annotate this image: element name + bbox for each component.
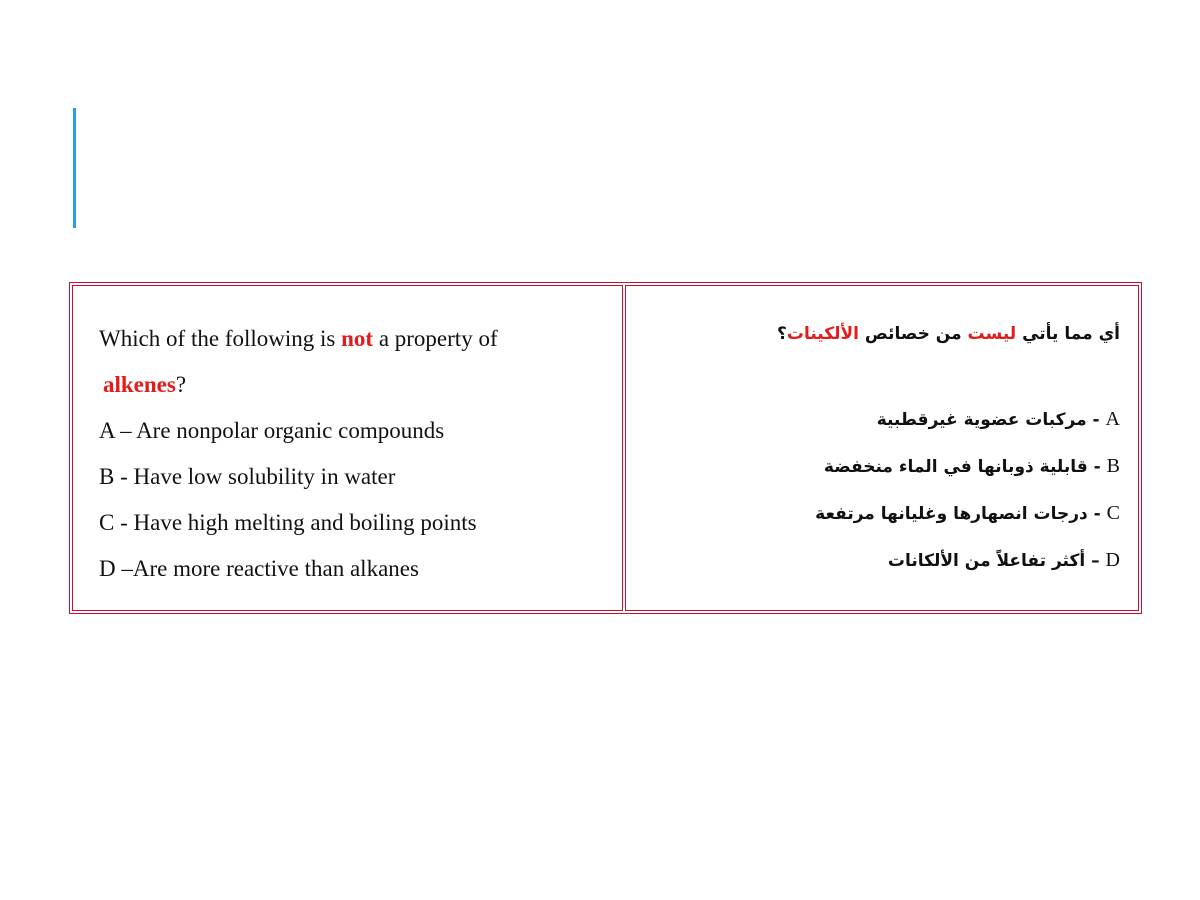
english-option-c: C - Have high melting and boiling points xyxy=(99,510,477,535)
english-option-d: D –Are more reactive than alkanes xyxy=(99,556,419,581)
arabic-question-not: ليست xyxy=(967,324,1017,344)
arabic-question-alkenes: الألكينات xyxy=(786,324,859,344)
arabic-option-d-text: أكثر تفاعلاً من الألكانات xyxy=(887,551,1086,571)
arabic-option-c-sep: - xyxy=(1087,504,1107,524)
english-question-text1: Which of the following is xyxy=(99,326,342,351)
arabic-question-mark: ؟ xyxy=(777,324,787,344)
arabic-option-b-text: قابلية ذوبانها في الماء منخفضة xyxy=(823,457,1088,477)
english-question-cell xyxy=(72,285,623,611)
arabic-option-b xyxy=(777,443,1120,490)
arabic-option-a-sep: - xyxy=(1086,410,1106,430)
arabic-option-d xyxy=(777,537,1120,584)
arabic-option-c-letter: C xyxy=(1106,502,1120,524)
bilingual-question-table xyxy=(69,282,1142,614)
arabic-question xyxy=(777,314,1120,354)
arabic-option-b-letter: B xyxy=(1106,455,1120,477)
english-question-content xyxy=(99,316,498,592)
arabic-option-d-letter: D xyxy=(1105,549,1120,571)
english-question-line1 xyxy=(99,316,498,362)
title-accent-bar xyxy=(73,108,76,228)
english-question-mark: ? xyxy=(175,372,187,397)
arabic-options xyxy=(777,396,1120,584)
arabic-question-text2: من خصائص xyxy=(859,324,968,344)
arabic-option-a-text: مركبات عضوية غيرقطبية xyxy=(876,410,1087,430)
english-question-not: not xyxy=(341,326,374,351)
arabic-option-c xyxy=(777,490,1120,537)
arabic-option-a-letter: A xyxy=(1105,408,1120,430)
english-question-alkenes: alkenes xyxy=(103,372,176,397)
arabic-question-cell xyxy=(625,285,1139,611)
english-option-a: A – Are nonpolar organic compounds xyxy=(99,418,445,443)
arabic-option-c-text: درجات انصهارها وغليانها مرتفعة xyxy=(815,504,1088,524)
english-question-line2 xyxy=(99,362,498,408)
arabic-option-d-sep: – xyxy=(1085,551,1106,571)
english-option-b: B - Have low solubility in water xyxy=(99,464,396,489)
arabic-question-text1: أي مما يأتي xyxy=(1016,324,1120,344)
english-question-text2: a property of xyxy=(373,326,498,351)
arabic-question-content xyxy=(777,314,1120,584)
arabic-option-a xyxy=(777,396,1120,443)
arabic-option-b-sep: - xyxy=(1087,457,1107,477)
